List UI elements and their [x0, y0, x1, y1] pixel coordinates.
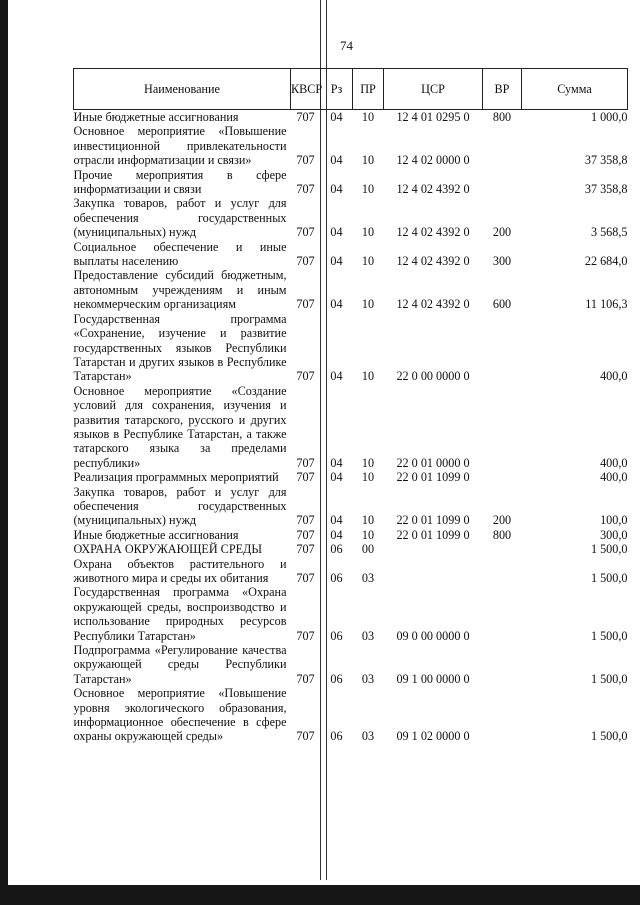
cell-vr: [483, 384, 522, 470]
cell-name: Государственная программа «Охрана окружающей среды, воспроизводство и использование природных ресурсов Республики Татарстан»: [73, 585, 287, 643]
cell-sum: 37 358,8: [584, 182, 628, 197]
header-name: Наименование: [74, 69, 291, 110]
cell-sum: 1 500,0: [590, 571, 628, 585]
cell-pr: 10: [361, 470, 375, 485]
table-row: [74, 686, 628, 744]
cell-rz: 04: [330, 153, 343, 168]
cell-rz: 06: [330, 628, 343, 643]
cell-csr: 12 4 02 4392 0: [396, 297, 470, 312]
scan-bottom-edge: [0, 885, 640, 905]
cell-name: Прочие мероприятия в сфере информатизации и связи: [73, 167, 287, 197]
cell-vr: 200: [492, 225, 512, 240]
cell-kvsr: 707: [296, 513, 315, 528]
cell-kvsr: 707: [296, 628, 315, 643]
cell-kvsr: 707: [296, 182, 315, 197]
cell-pr: 10: [361, 369, 375, 384]
table-row: [74, 384, 628, 470]
cell-kvsr: 707: [296, 729, 315, 744]
cell-vr: 600: [492, 297, 512, 312]
cell-name: Реализация программных мероприятий: [73, 470, 279, 485]
cell-sum: 400,0: [600, 470, 628, 485]
table-row: [74, 542, 628, 556]
cell-rz: 04: [330, 527, 343, 542]
cell-name: Закупка товаров, работ и услуг для обеспечения государственных (муниципальных) нужд: [73, 484, 287, 528]
cell-name: Основное мероприятие «Создание условий для сохранения, изучения и развития татарского, русского и других языков в Республике Татарстан, а также татарского языка за пределами республики»: [73, 383, 287, 470]
cell-rz: 04: [330, 254, 343, 269]
cell-csr: 12 4 02 4392 0: [396, 254, 470, 269]
cell-pr: 10: [361, 153, 375, 168]
cell-sum: 400,0: [600, 369, 628, 384]
header-rz: Рз: [321, 69, 353, 110]
cell-rz: 06: [330, 571, 343, 585]
cell-vr: [483, 686, 522, 744]
cell-rz: 04: [330, 513, 343, 528]
budget-table: [73, 68, 628, 744]
table-row: [74, 312, 628, 384]
cell-pr: 10: [361, 110, 375, 124]
cell-rz: 04: [330, 455, 343, 470]
cell-csr: 09 1 00 0000 0: [396, 671, 470, 686]
cell-csr: 12 4 01 0295 0: [396, 110, 470, 124]
cell-pr: 10: [361, 254, 375, 269]
cell-kvsr: 707: [296, 571, 315, 585]
cell-vr: [483, 585, 522, 643]
cell-name: Государственная программа «Сохранение, изучение и развитие государственных языков Республики Татарстан и других языков в Республике Татарстан»: [73, 311, 287, 384]
cell-sum: 3 568,5: [590, 225, 628, 240]
table-row: [74, 168, 628, 197]
cell-csr: 22 0 01 1099 0: [396, 513, 470, 528]
cell-name: Закупка товаров, работ и услуг для обеспечения государственных (муниципальных) нужд: [73, 196, 287, 240]
cell-sum: 22 684,0: [584, 254, 628, 269]
cell-vr: [483, 557, 522, 586]
cell-name: Иные бюджетные ассигнования: [73, 527, 239, 542]
cell-csr: 22 0 00 0000 0: [396, 369, 470, 384]
cell-vr: 800: [492, 527, 512, 542]
cell-csr: 12 4 02 4392 0: [396, 182, 470, 197]
cell-pr: 03: [361, 671, 375, 686]
header-csr: ЦСР: [384, 69, 483, 110]
cell-kvsr: 707: [296, 369, 315, 384]
cell-name: Предоставление субсидий бюджетным, автономным учреждениям и иным некоммерческим организациям: [73, 268, 287, 312]
cell-pr: 03: [361, 628, 375, 643]
table-body: [74, 110, 628, 744]
cell-vr: [483, 542, 522, 556]
cell-rz: 06: [330, 671, 343, 686]
table-header-row: [74, 69, 628, 110]
cell-rz: 06: [330, 542, 343, 557]
cell-name: Охрана объектов растительного и животного мира и среды их обитания: [73, 556, 287, 585]
cell-pr: 00: [361, 542, 375, 557]
cell-rz: 04: [330, 470, 343, 485]
cell-csr: [384, 557, 483, 586]
cell-vr: 200: [492, 513, 512, 528]
table-row: [74, 643, 628, 686]
cell-sum: 300,0: [600, 527, 628, 542]
cell-sum: 37 358,8: [584, 153, 628, 168]
cell-sum: 1 500,0: [590, 542, 628, 557]
cell-name: ОХРАНА ОКРУЖАЮЩЕЙ СРЕДЫ: [73, 542, 262, 557]
cell-csr: 12 4 02 0000 0: [396, 153, 470, 168]
cell-name: Основное мероприятие «Повышение уровня экологического образования, информационное обеспечение в сфере охраны окружающей среды»: [73, 686, 287, 744]
table-row: [74, 240, 628, 269]
cell-vr: [483, 124, 522, 167]
cell-csr: [384, 542, 483, 556]
header-kvsr: КВСР: [291, 69, 321, 110]
cell-rz: 04: [330, 110, 343, 124]
cell-pr: 10: [361, 527, 375, 542]
header-vr: ВР: [483, 69, 522, 110]
table-row: [74, 528, 628, 542]
cell-vr: 300: [492, 254, 512, 269]
cell-rz: 04: [330, 297, 343, 312]
scan-left-edge: [0, 0, 8, 905]
cell-vr: [483, 168, 522, 197]
table-row: [74, 124, 628, 167]
cell-rz: 06: [330, 729, 343, 744]
cell-name: Социальное обеспечение и иные выплаты населению: [73, 239, 287, 269]
cell-kvsr: 707: [296, 254, 315, 269]
table-row: [74, 585, 628, 643]
cell-csr: 22 0 01 1099 0: [396, 470, 470, 485]
cell-pr: 03: [361, 729, 375, 744]
cell-kvsr: 707: [296, 470, 315, 485]
cell-kvsr: 707: [296, 542, 315, 557]
cell-kvsr: 707: [296, 297, 315, 312]
table-row: [74, 470, 628, 484]
cell-kvsr: 707: [296, 153, 315, 168]
table-row: [74, 268, 628, 311]
table-row: [74, 196, 628, 239]
cell-kvsr: 707: [296, 671, 315, 686]
cell-vr: [483, 470, 522, 484]
cell-csr: 09 0 00 0000 0: [396, 628, 470, 643]
cell-csr: 09 1 02 0000 0: [396, 729, 470, 744]
table-row: [74, 557, 628, 586]
cell-sum: 1 000,0: [590, 110, 628, 124]
table-row: [74, 110, 628, 125]
header-pr: ПР: [353, 69, 384, 110]
cell-pr: 10: [361, 297, 375, 312]
cell-kvsr: 707: [296, 110, 315, 124]
cell-vr: [483, 312, 522, 384]
cell-pr: 10: [361, 455, 375, 470]
cell-vr: [483, 643, 522, 686]
cell-vr: 800: [492, 110, 512, 124]
cell-sum: 1 500,0: [590, 671, 628, 686]
cell-csr: 22 0 01 1099 0: [396, 527, 470, 542]
cell-rz: 04: [330, 225, 343, 240]
cell-name: Иные бюджетные ассигнования: [73, 110, 239, 124]
cell-pr: 03: [361, 571, 375, 585]
cell-csr: 12 4 02 4392 0: [396, 225, 470, 240]
table-row: [74, 485, 628, 528]
header-sum: Сумма: [522, 69, 628, 110]
cell-sum: 1 500,0: [590, 628, 628, 643]
page-number: 74: [340, 38, 353, 53]
cell-sum: 100,0: [600, 513, 628, 528]
cell-sum: 11 106,3: [585, 297, 628, 312]
cell-pr: 10: [361, 513, 375, 528]
cell-kvsr: 707: [296, 455, 315, 470]
cell-kvsr: 707: [296, 527, 315, 542]
cell-rz: 04: [330, 182, 343, 197]
cell-name: Основное мероприятие «Повышение инвестиционной привлекательности отрасли информатизации и связи»: [73, 124, 287, 168]
cell-sum: 1 500,0: [590, 729, 628, 744]
cell-kvsr: 707: [296, 225, 315, 240]
cell-sum: 400,0: [600, 455, 628, 470]
cell-csr: 22 0 01 0000 0: [396, 455, 470, 470]
cell-pr: 10: [361, 225, 375, 240]
cell-name: Подпрограмма «Регулирование качества окружающей среды Республики Татарстан»: [73, 643, 287, 686]
cell-pr: 10: [361, 182, 375, 197]
cell-rz: 04: [330, 369, 343, 384]
